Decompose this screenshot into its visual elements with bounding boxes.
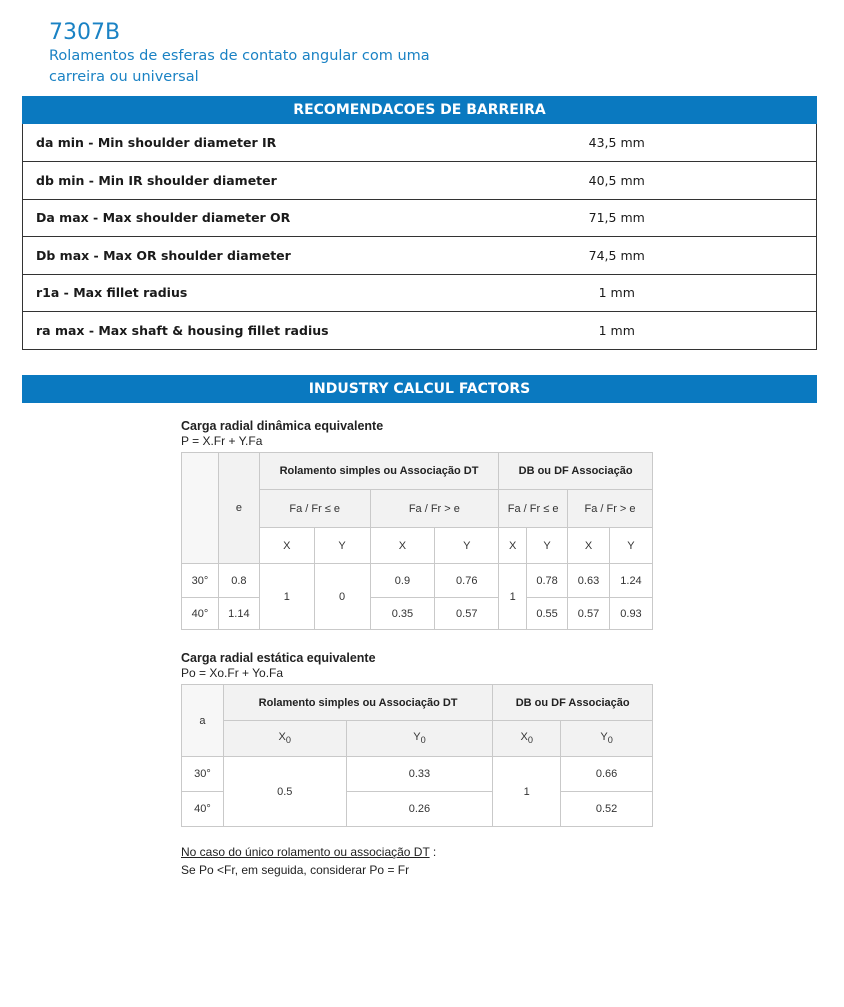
note-heading: No caso do único rolamento ou associação DT — [181, 845, 430, 859]
cond-le-header: Fa / Fr ≤ e — [259, 490, 370, 528]
value-cell: 1.24 — [609, 564, 652, 598]
group-db-header: DB ou DF Associação — [493, 685, 653, 721]
angle-cell: 40° — [182, 792, 224, 827]
value-cell: 0 — [314, 564, 370, 630]
note-text: Se Po <Fr, em seguida, considerar Po = Fr — [181, 863, 410, 877]
row-value: 1 mm — [418, 274, 817, 312]
dynamic-load-formula: P = X.Fr + Y.Fa — [181, 434, 263, 448]
row-label: da min - Min shoulder diameter IR — [23, 124, 418, 162]
table-row — [23, 312, 817, 350]
note-heading-suffix: : — [429, 845, 437, 859]
row-value: 1 mm — [418, 312, 817, 350]
value-cell: 1 — [259, 564, 314, 630]
reco-table — [22, 124, 817, 350]
cond-le-header: Fa / Fr ≤ e — [499, 490, 568, 528]
table-row — [23, 274, 817, 312]
angle-cell: 40° — [182, 598, 219, 630]
value-cell: 0.78 — [527, 564, 568, 598]
dynamic-load-table — [181, 452, 653, 630]
y-header: Y — [435, 528, 499, 564]
product-code: 7307B — [49, 20, 121, 45]
row-value: 40,5 mm — [418, 162, 817, 200]
angle-cell: 30° — [182, 757, 224, 792]
static-load-title: Carga radial estática equivalente — [181, 651, 376, 665]
dynamic-load-title: Carga radial dinâmica equivalente — [181, 419, 384, 433]
cond-gt-header: Fa / Fr > e — [568, 490, 653, 528]
value-cell: 0.57 — [435, 598, 499, 630]
group-simple-header: Rolamento simples ou Associação DT — [259, 453, 498, 490]
calc-factors-figure — [181, 418, 656, 879]
table-row — [23, 162, 817, 200]
row-value: 74,5 mm — [418, 237, 817, 275]
empty-corner — [182, 453, 219, 564]
table-row — [23, 124, 817, 162]
cond-gt-header: Fa / Fr > e — [370, 490, 499, 528]
value-cell: 0.35 — [370, 598, 435, 630]
industry-section-title: INDUSTRY CALCUL FACTORS — [22, 375, 817, 403]
value-cell: 0.55 — [527, 598, 568, 630]
group-db-header: DB ou DF Associação — [499, 453, 653, 490]
y0-header: $Y_0$ — [346, 721, 493, 757]
product-subtitle: Rolamentos de esferas de contato angular com uma carreira ou universal — [49, 48, 430, 85]
row-label: ra max - Max shaft & housing fillet radius — [23, 312, 418, 350]
value-cell: 0.52 — [561, 792, 653, 827]
x0-header: $X_0$ — [493, 721, 561, 757]
value-cell: 0.66 — [561, 757, 653, 792]
value-cell: 0.63 — [568, 564, 610, 598]
e-cell: 1.14 — [218, 598, 259, 630]
x-header: X — [499, 528, 527, 564]
y-header: Y — [527, 528, 568, 564]
value-cell: 0.9 — [370, 564, 435, 598]
static-load-note — [181, 843, 656, 879]
table-row — [23, 199, 817, 237]
product-header — [49, 20, 469, 88]
value-cell: 0.76 — [435, 564, 499, 598]
e-cell: 0.8 — [218, 564, 259, 598]
static-load-formula: Po = Xo.Fr + Yo.Fa — [181, 666, 284, 680]
y-header: Y — [314, 528, 370, 564]
col-a-header: a — [182, 685, 224, 757]
value-cell: 0.5 — [223, 757, 346, 827]
value-cell: 0.33 — [346, 757, 493, 792]
y-header: Y — [609, 528, 652, 564]
row-label: r1a - Max fillet radius — [23, 274, 418, 312]
x0-header: $X_0$ — [223, 721, 346, 757]
value-cell: 1 — [499, 564, 527, 630]
x-header: X — [370, 528, 435, 564]
x-header: X — [568, 528, 610, 564]
angle-cell: 30° — [182, 564, 219, 598]
table-row — [23, 237, 817, 275]
value-cell: 0.26 — [346, 792, 493, 827]
x-header: X — [259, 528, 314, 564]
value-cell: 0.57 — [568, 598, 610, 630]
reco-section-title: RECOMENDACOES DE BARREIRA — [22, 96, 817, 124]
row-label: Da max - Max shoulder diameter OR — [23, 199, 418, 237]
y0-header: $Y_0$ — [561, 721, 653, 757]
row-value: 71,5 mm — [418, 199, 817, 237]
row-label: db min - Min IR shoulder diameter — [23, 162, 418, 200]
row-label: Db max - Max OR shoulder diameter — [23, 237, 418, 275]
static-load-table — [181, 684, 653, 827]
group-simple-header: Rolamento simples ou Associação DT — [223, 685, 492, 721]
row-value: 43,5 mm — [418, 124, 817, 162]
col-e-header: e — [218, 453, 259, 564]
value-cell: 0.93 — [609, 598, 652, 630]
value-cell: 1 — [493, 757, 561, 827]
